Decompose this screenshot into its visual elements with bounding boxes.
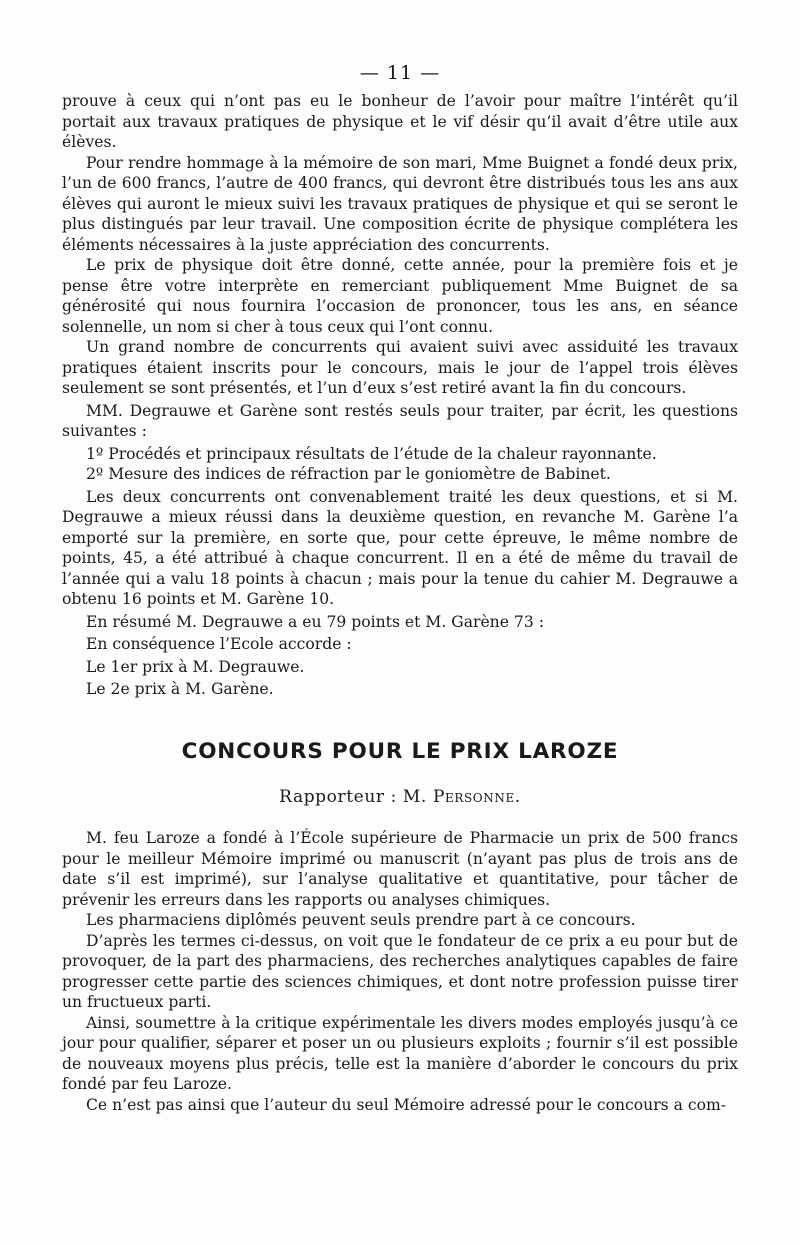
- paragraph: MM. Degrauwe et Garène sont restés seuls pour traiter, par écrit, les questions suivantes :: [62, 401, 738, 440]
- paragraph: Un grand nombre de concurrents qui avaient suivi avec assiduité les travaux pratiques étaient inscrits pour le concours, mais le jour de l’appel trois élèves seulement se sont présentés, et l’un d’eux s’est retiré avant la fin du concours.: [62, 338, 738, 397]
- paragraph: Les deux concurrents ont convenablement traité les deux questions, et si M. Degrauwe a mieux réussi dans la deuxième question, en revanche M. Garène l’a emporté sur la première, en sorte que, pour cette épreuve, le même nombre de points, 45, a été attribué à chaque concurrent. Il en a été de même du travail de l’année qui a valu 18 points à chacun ; mais pour la tenue du cahier M. Degrauwe a obtenu 16 points et M. Garène 10.: [62, 487, 738, 608]
- prize-line: Le 1er prix à M. Degrauwe.: [86, 657, 305, 676]
- page-number: — 11 —: [359, 62, 441, 84]
- rapporteur-label: Rapporteur : M.: [279, 787, 427, 807]
- prize-line: Le 2e prix à M. Garène.: [86, 680, 274, 698]
- paragraph: Pour rendre hommage à la mémoire de son mari, Mme Buignet a fondé deux prix, l’un de 600 francs, l’autre de 400 francs, qui devront être distribués tous les ans aux élèves qui auront le mieux suivi les travaux pratiques de physique et qui se seront le plus distingués par leur travail. Une composition écrite de physique complétera les éléments nécessaires à la juste appréciation des concurrents.: [62, 153, 738, 254]
- section-laroze-prize: [62, 828, 738, 1115]
- rapporteur-name: Personne.: [432, 787, 521, 807]
- paragraph: D’après les termes ci-dessus, on voit que le fondateur de ce prix a eu pour but de provoquer, de la part des pharmaciens, des recherches analytiques capables de faire progresser cette partie des sciences chimiques, et dont notre profession puisse tirer un fructueux parti.: [62, 931, 738, 1011]
- paragraph: Ce n’est pas ainsi que l’auteur du seul Mémoire adressé pour le concours a com-: [86, 1095, 727, 1114]
- paragraph: M. feu Laroze a fondé à l’École supérieure de Pharmacie un prix de 500 francs pour le meilleur Mémoire imprimé ou manuscrit (n’ayant pas plus de trois ans de date s’il est imprimé), sur l’analyse qualitative et quantitative, pour tâcher de prévenir les erreurs dans les rapports ou analyses chimiques.: [62, 829, 738, 909]
- question-item: 2º Mesure des indices de réfraction par le goniomètre de Babinet.: [86, 465, 611, 483]
- paragraph: En conséquence l’Ecole accorde :: [86, 635, 352, 653]
- paragraph: Le prix de physique doit être donné, cette année, pour la première fois et je pense être votre interprète en remerciant publiquement Mme Buignet de sa générosité qui nous fournira l’occasion de prononcer, tous les ans, en séance solennelle, un nom si cher à tous ceux qui l’ont connu.: [62, 256, 738, 336]
- paragraph: Ainsi, soumettre à la critique expérimentale les divers modes employés jusqu’à ce jour pour qualifier, séparer et poser un ou plusieurs exploits ; fournir s’il est possible de nouveaux moyens plus précis, telle est la manière d’aborder le concours du prix fondé par feu Laroze.: [62, 1013, 738, 1093]
- paragraph: Les pharmaciens diplômés peuvent seuls prendre part à ce concours.: [86, 911, 636, 929]
- rapporteur-line: [0, 787, 800, 807]
- section-heading: CONCOURS POUR LE PRIX LAROZE: [181, 739, 619, 764]
- paragraph: prouve à ceux qui n’ont pas eu le bonheur de l’avoir pour maître l’intérêt qu’il portait aux travaux pratiques de physique et le vif désir qu’il avait d’être utile aux élèves.: [62, 92, 738, 151]
- section-physique-prize: [62, 91, 738, 700]
- paragraph: En résumé M. Degrauwe a eu 79 points et M. Garène 73 :: [86, 612, 544, 631]
- question-item: 1º Procédés et principaux résultats de l’étude de la chaleur rayonnante.: [86, 444, 657, 463]
